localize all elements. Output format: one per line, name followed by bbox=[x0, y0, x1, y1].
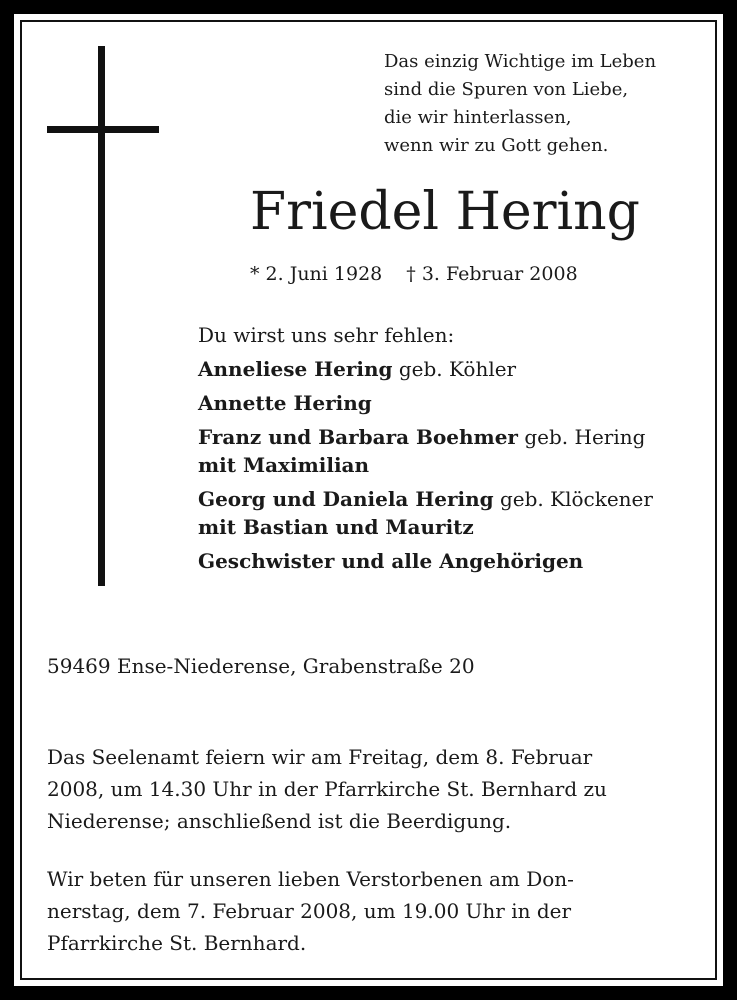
mourner-name: Geschwister und alle Angehörigen bbox=[198, 549, 584, 573]
family-address: 59469 Ense-Niederense, Grabenstraße 20 bbox=[47, 654, 475, 678]
mourners-intro: Du wirst uns sehr fehlen: bbox=[198, 323, 455, 347]
mourner-row bbox=[198, 544, 718, 578]
mourner-name: Anneliese Hering bbox=[198, 357, 393, 381]
mourner-note: geb. Klöckener bbox=[499, 487, 653, 511]
mourners-list bbox=[198, 318, 718, 578]
birth-date: * 2. Juni 1928 bbox=[250, 263, 383, 285]
quote-line: die wir hinterlassen, bbox=[384, 107, 572, 128]
obituary-card bbox=[14, 14, 723, 986]
funeral-line: Das Seelenamt feiern wir am Freitag, dem 8. Februar bbox=[47, 745, 593, 769]
mourner-name: Annette Hering bbox=[198, 391, 372, 415]
quote-line: wenn wir zu Gott gehen. bbox=[384, 135, 609, 156]
cross-icon-horizontal bbox=[47, 126, 159, 133]
funeral-line: 2008, um 14.30 Uhr in der Pfarrkirche St. Bernhard zu bbox=[47, 777, 607, 801]
memorial-quote bbox=[384, 48, 714, 160]
funeral-notice bbox=[47, 741, 687, 837]
mourner-name: Franz und Barbara Boehmer bbox=[198, 425, 518, 449]
mourner-name: mit Maximilian bbox=[198, 453, 370, 477]
mourner-row bbox=[198, 386, 718, 420]
funeral-line: Niederense; anschließend ist die Beerdigung. bbox=[47, 809, 512, 833]
prayer-notice bbox=[47, 863, 687, 959]
quote-line: sind die Spuren von Liebe, bbox=[384, 79, 629, 100]
mourner-name: mit Bastian und Mauritz bbox=[198, 515, 474, 539]
prayer-line: Pfarrkirche St. Bernhard. bbox=[47, 931, 307, 955]
prayer-line: nerstag, dem 7. Februar 2008, um 19.00 Uhr in der bbox=[47, 899, 572, 923]
death-date: † 3. Februar 2008 bbox=[406, 263, 578, 285]
mourner-note: geb. Köhler bbox=[398, 357, 517, 381]
mourner-row bbox=[198, 352, 718, 386]
quote-line: Das einzig Wichtige im Leben bbox=[384, 51, 657, 72]
life-dates bbox=[250, 260, 578, 288]
mourner-note: geb. Hering bbox=[524, 425, 646, 449]
mourner-name: Georg und Daniela Hering bbox=[198, 487, 494, 511]
prayer-line: Wir beten für unseren lieben Verstorbenen am Don- bbox=[47, 867, 574, 891]
deceased-name: Friedel Hering bbox=[250, 182, 640, 242]
